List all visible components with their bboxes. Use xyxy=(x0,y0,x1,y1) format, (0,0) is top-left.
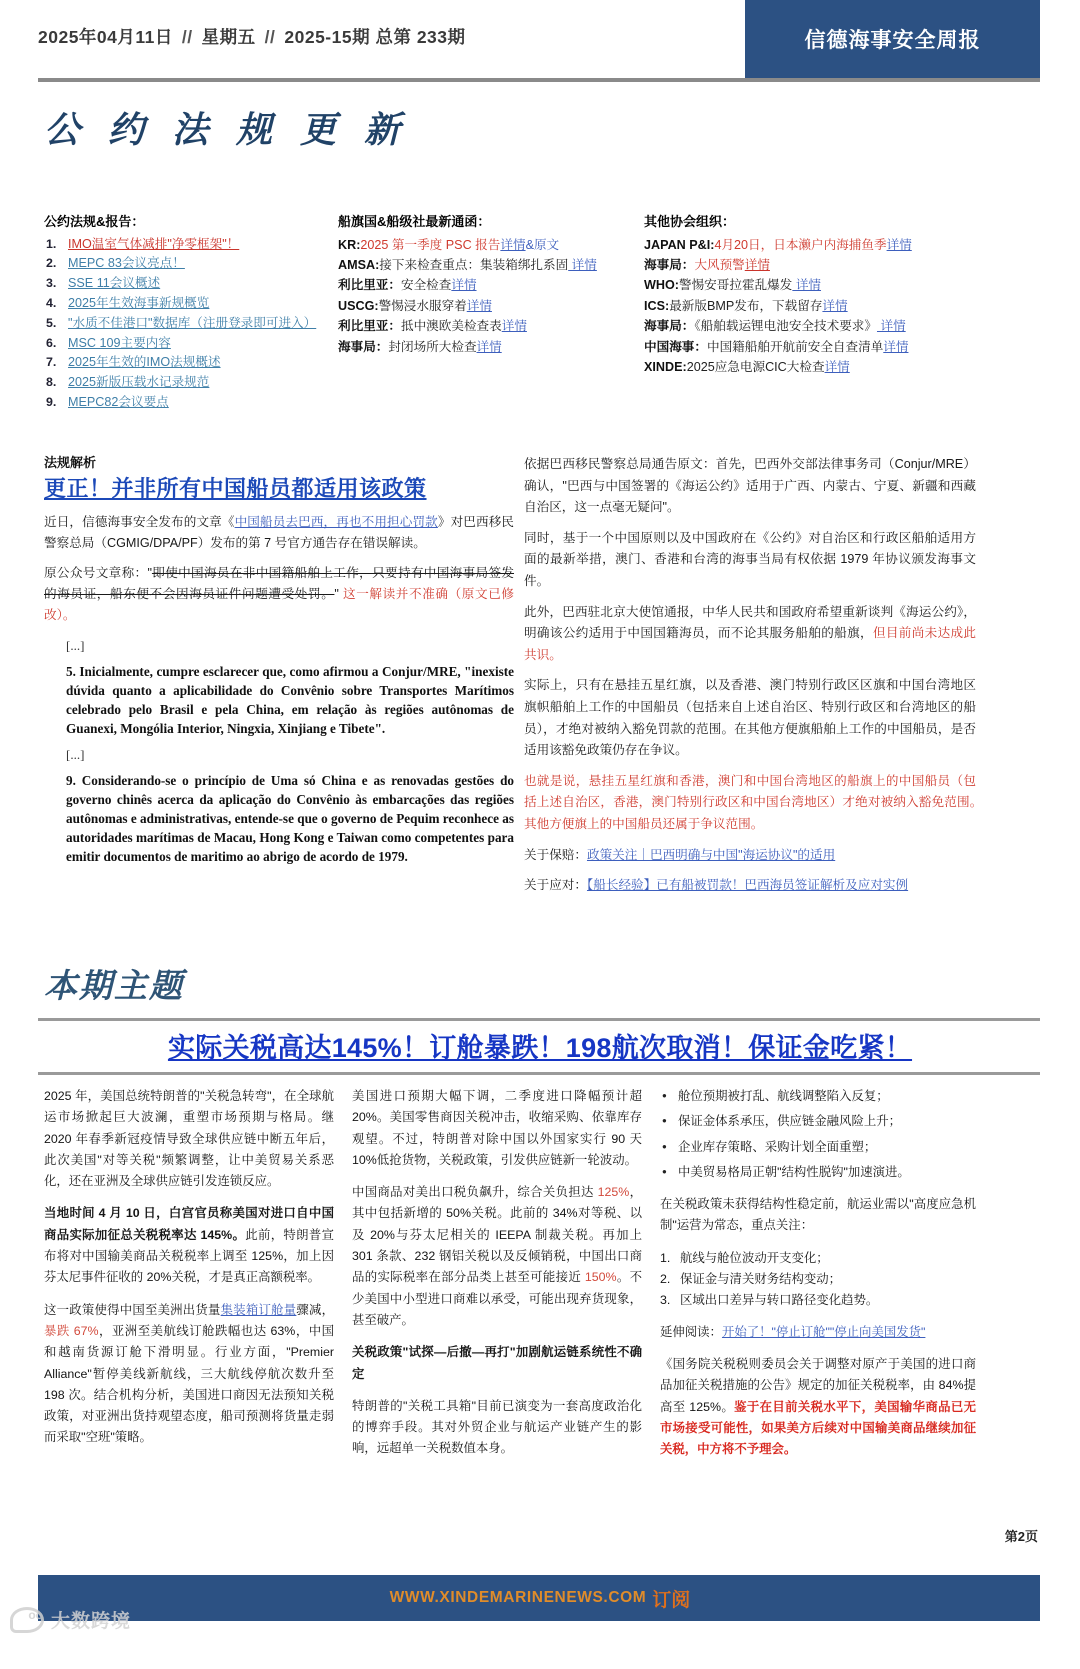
assoc-label-4: ICS: xyxy=(644,298,670,313)
analysis-para-2 xyxy=(44,563,514,626)
c2-p1 xyxy=(352,1086,642,1171)
c2-p1-mid: 抢货物， xyxy=(389,1152,439,1167)
assoc-row-4 xyxy=(644,296,974,316)
issue-date: 2025年04月11日 xyxy=(38,27,173,47)
flag-label-1: KR: xyxy=(338,237,361,252)
page-title: 公 约 法 规 更 新 xyxy=(44,109,410,150)
analysis-portuguese-2: 9. Considerando-se o princípio de Uma só China e as renovadas gestões do governo chinês acerca da aplicação do Convênio às embarcações das regiões autônomas e administrativas, entende-se que o governo de Pequim reconhece as autoridades marítimas de Macau, Hong Kong e Taiwan como competentes para emitir documentos de maritimo ao abrigo de acordo de 1979. xyxy=(66,773,514,864)
analysis-ellipsis-1: [...] xyxy=(66,638,85,653)
sep-2: // xyxy=(264,27,276,47)
c2-p2-red: 125% xyxy=(597,1185,630,1200)
masthead xyxy=(0,0,1080,78)
analysis-p2-a: 原公众号文章称：" xyxy=(44,566,152,580)
flag-detail-link-3[interactable]: 详情 xyxy=(451,278,477,293)
c1-p3-red: 暴跌 67% xyxy=(44,1323,99,1338)
c3-p2-link[interactable]: 开始了！"停止订舱""停止向美国发货" xyxy=(721,1324,926,1339)
c2-p2-red2: 150% xyxy=(584,1270,617,1285)
assoc-text-3: 警惕安哥拉霍乱爆发 xyxy=(678,278,793,293)
assoc-label-6: 中国海事： xyxy=(644,339,707,354)
c3-p3 xyxy=(660,1354,976,1461)
assoc-row-2 xyxy=(644,255,974,275)
flag-label-2: AMSA: xyxy=(338,258,380,272)
analysis-r6 xyxy=(524,845,976,867)
assoc-label-1: JAPAN P&I: xyxy=(644,237,715,252)
column-associations xyxy=(644,212,974,377)
analysis-r5-red: 也就是说，悬挂五星红旗和香港，澳门和中国台湾地区的船旗上的中国船员（包括上述自治区，香港，澳门特别行政区和中国台湾地区）才绝对被纳入豁免范围。 其他方便旗上的中国船员还属于争议范围。 xyxy=(524,773,989,831)
analysis-right-column xyxy=(524,454,989,906)
c1-p3-a: 这一政策使得中国至美洲出货量 xyxy=(44,1302,221,1317)
topic-column-2 xyxy=(352,1086,642,1471)
header-divider xyxy=(38,78,1040,82)
reg-link-4[interactable]: 2025年生效海事新规概览 xyxy=(68,295,210,310)
list-item: 航线与舱位波动开支变化； xyxy=(680,1250,829,1265)
assoc-label-2: 海事局： xyxy=(644,258,695,272)
assoc-label-5: 海事局： xyxy=(644,319,695,334)
c2-subhead: 关税政策"试探—后撤—再打"加剧航运链系统性不确定 xyxy=(352,1345,642,1381)
flagstate-row-1 xyxy=(338,235,638,255)
assoc-detail-link-1[interactable]: 详情 xyxy=(886,237,912,252)
c2-p2-b: ，其中包括新增的 50%关税。此前的 34%对等税、以及 20%与芬太尼相关的 IEEPA 制裁关税。再加上 301 条款、232 钢铝关税以及反倾销税，中国出口商品的实际税率在部分品类上甚至可能接近 xyxy=(352,1185,642,1285)
c1-p3-c: ，亚洲至美航线订舱跌幅也达 63%，中国和越南货源订舱下滑明显。行业方面，"Premier Alliance"暂停美线新航线，三大航线停航次数升至 198 次。结合机构分析，美国进口商因无法预知关税政策，对亚洲出货持观望态度，船司预测将货量走弱而采取"空班"策略。 xyxy=(44,1323,334,1445)
c3-p3-a: 《国务院关税税则委员会关于调整对原产于美国的进口商品加征关税措施的公告》规定的加征关税税率，由 84%提高至 125%。 xyxy=(660,1356,976,1414)
c3-p2 xyxy=(660,1322,976,1343)
analysis-para-1 xyxy=(44,512,514,554)
watermark-text: 大数跨境 xyxy=(51,1611,132,1632)
assoc-text-6: 中国籍船舶开航前安全自查清单 xyxy=(706,339,884,354)
brand-badge xyxy=(745,0,1040,78)
analysis-r4: 实际上，只有在悬挂五星红旗，以及香港、澳门特别行政区区旗和中国台湾地区旗帜船舶上工作的中国船员（包括来自上述自治区、特别行政区和台湾地区的船员），才绝对被纳入豁免罚款的范围。在其他方便旗船舶上工作的中国船员，是否适用该豁免政策仍存在争议。 xyxy=(524,678,976,758)
c1-p2-b: 此前，特朗普宣布将对中国输美商品关税税率上调至 125%，加上因芬太尼事件征收的 20%关税，才是真正高额税率。 xyxy=(44,1227,334,1285)
reg-link-9[interactable]: MEPC82会议要点 xyxy=(68,394,169,409)
reg-link-7[interactable]: 2025年生效的IMO法规概述 xyxy=(68,355,221,370)
reg-link-2[interactable]: MEPC 83会议亮点！ xyxy=(68,256,185,271)
list-item xyxy=(44,274,334,294)
analysis-r3-red: 但目前尚未达成此共识。 xyxy=(524,626,977,662)
impact-bullet-list xyxy=(660,1086,976,1183)
flag-label-3: 利比里亚： xyxy=(338,278,401,293)
list-item: ● 中美贸易格局正朝"结构性脱钩"加速演进。 xyxy=(660,1162,976,1183)
c3-p2-label: 延伸阅读： xyxy=(660,1324,722,1339)
c2-p1-b: 关税政策，引发供应链新一轮波动。 xyxy=(438,1152,638,1167)
analysis-p1-b: 》对巴西移民警察总局（CGMIG/DPA/PF）发布的第 7 号官方通告存在错误解读。 xyxy=(44,515,515,550)
flag-detail-link-5[interactable]: 详情 xyxy=(501,319,527,334)
list-item xyxy=(44,294,334,314)
analysis-portuguese-1: 5. Inicialmente, cumpre esclarecer que, como afirmou a Conjur/MRE, "inexiste dúvida quanto a aplicabilidade do Convênio sobre Transportes Marítimos celebrado pelo Brasil e pela China, em relação às regiões autônomas de Guanexi, Mongólia Interior, Ningxia, Xinjiang e Tibete". xyxy=(66,664,514,736)
analysis-r3 xyxy=(524,602,976,667)
flagstate-row-3 xyxy=(338,275,638,295)
list-item xyxy=(44,235,334,255)
headline-divider-bottom xyxy=(38,1072,1040,1075)
issue-number: 2025-15期 总第 233期 xyxy=(284,27,466,47)
issue-line xyxy=(38,24,466,49)
flagstate-row-6 xyxy=(338,337,638,357)
flagstate-row-5 xyxy=(338,316,638,336)
list-item xyxy=(44,373,334,393)
topic-column-3 xyxy=(660,1086,976,1472)
reg-link-6[interactable]: MSC 109主要内容 xyxy=(68,335,171,350)
analysis-p2-strike: 即使中国海员在非中国籍船舶上工作，只要持有中国海事局签发的海员证，船东便不会因海员证件问题遭受处罚。 xyxy=(44,566,514,601)
flag-detail-link-6[interactable]: 详情 xyxy=(476,339,502,354)
flag-text-3: 安全检查 xyxy=(400,278,452,293)
list-item: ● 企业库存策略、采购计划全面重塑； xyxy=(660,1137,976,1158)
list-item xyxy=(44,334,334,354)
assoc-text-4: 最新版BMP发布，下载留存 xyxy=(669,298,823,313)
c1-p3-link[interactable]: 集装箱订舱量 xyxy=(220,1302,297,1317)
reg-link-3[interactable]: SSE 11会议概述 xyxy=(68,276,161,291)
page-number: 第2页 xyxy=(1004,1529,1038,1544)
analysis-r6-link[interactable]: 政策关注｜巴西明确与中国"海运协议"的适用 xyxy=(586,847,836,862)
watermark xyxy=(10,1606,131,1633)
list-item xyxy=(44,393,334,413)
analysis-r6-label: 关于保赔： xyxy=(524,847,587,862)
list-item xyxy=(44,314,334,334)
c2-p2 xyxy=(352,1182,642,1331)
c2-p3: 特朗普的"关税工具箱"目前已演变为一套高度政治化的博弈手段。其对外贸企业与航运产业链产生的影响，远超单一关税数值本身。 xyxy=(352,1398,642,1456)
analysis-p1-link[interactable]: 中国船员去巴西，再也不用担心罚款 xyxy=(234,515,438,529)
analysis-r7-label: 关于应对： xyxy=(524,878,587,893)
column-associations-heading: 其他协会组织： xyxy=(644,214,736,229)
flag-detail-link-4[interactable]: 详情 xyxy=(466,298,492,313)
assoc-detail-link-7[interactable]: 详情 xyxy=(824,360,850,375)
column-flagstate xyxy=(338,212,638,357)
list-item: 区域出口差异与转口路径变化趋势。 xyxy=(680,1293,879,1308)
focus-numbered-list xyxy=(660,1248,976,1312)
c2-p1-a: 美国进口预期大幅下调，二季度进口降幅预计超 20%。美国零售商因关税冲击，收缩采购、依靠库存观望。不过，特朗普对除中国以外国家实行 90 天 10%低 xyxy=(352,1089,642,1167)
c1-p3 xyxy=(44,1300,334,1449)
c1-p3-b: 骤减， xyxy=(296,1302,335,1317)
regulation-link-list xyxy=(44,235,334,413)
analysis-p2-b: " xyxy=(334,587,343,601)
flag-text-6: 封闭场所大检查 xyxy=(388,339,477,354)
footer-website-url[interactable]: WWW.XINDEMARINENEWS.COM xyxy=(389,1589,647,1606)
topic-column-1 xyxy=(44,1086,334,1460)
issue-weekday: 星期五 xyxy=(201,27,256,47)
analysis-left-column xyxy=(44,512,514,872)
assoc-detail-link-5[interactable]: 详情 xyxy=(876,319,906,334)
brand-title: 信德海事安全周报 xyxy=(804,29,981,52)
column-flagstate-heading: 船旗国&船级社最新通函： xyxy=(338,214,491,229)
c1-p2-a: 当地时间 4 月 10 日，白宫官员称美国对进口自中国商品实际加征总关税税率达 145%。 xyxy=(44,1206,334,1242)
assoc-text-5: 《船舶载运锂电池安全技术要求》 xyxy=(694,319,877,334)
flag-text-5: 抵中澳欧美检查表 xyxy=(400,319,502,334)
analysis-p2-red: 这一解读并不准确（原文已修改）。 xyxy=(44,587,514,622)
assoc-row-1 xyxy=(644,235,974,255)
list-item xyxy=(44,353,334,373)
subscribe-label[interactable]: 订阅 xyxy=(652,1589,691,1611)
watermark-logo-icon xyxy=(10,1607,44,1633)
assoc-row-6 xyxy=(644,337,974,357)
assoc-detail-link-4[interactable]: 详情 xyxy=(822,298,848,313)
assoc-detail-link-2[interactable]: 详情 xyxy=(744,258,770,272)
reg-link-5[interactable]: "水质不佳港口"数据库（注册登录即可进入） xyxy=(68,315,317,330)
flag-label-4: USCG: xyxy=(338,298,379,313)
flag-text-2: 接下来检查重点：集装箱绑扎系固 xyxy=(379,258,569,272)
analysis-r7-link[interactable]: 【船长经验】已有船被罚款！巴西海员签证解析及应对实例 xyxy=(586,878,909,893)
assoc-row-3 xyxy=(644,275,974,295)
assoc-row-5 xyxy=(644,316,974,336)
reg-link-8[interactable]: 2025新版压载水记录规范 xyxy=(68,375,210,390)
c2-p2-a: 中国商品对美出口税负飙升，综合关负担达 xyxy=(352,1185,598,1200)
reg-link-1[interactable]: IMO温室气体减排"净零框架"！ xyxy=(68,236,240,251)
assoc-detail-link-3[interactable]: 详情 xyxy=(792,278,822,293)
flag-label-6: 海事局： xyxy=(338,339,389,354)
list-item: 保证金与清关财务结构变动； xyxy=(680,1272,842,1287)
column-regulations-heading: 公约法规&报告： xyxy=(44,214,145,229)
assoc-text-7: 2025应急电源CIC大检查 xyxy=(686,360,825,375)
c3-p3-red: 鉴于在目前关税水平下，美国输华商品已无市场接受可能性，如果美方后续对中国输美商品继续加征关税，中方将不予理会。 xyxy=(660,1399,976,1457)
c1-p1: 2025 年，美国总统特朗普的"关税急转弯"，在全球航运市场掀起巨大波澜，重塑市场预期与格局。继 2020 年春季新冠疫情导致全球供应链中断五年后，此次美国"对等关税"频繁调整，让中美贸易关系恶化，还在亚洲及全球供应链引发连锁反应。 xyxy=(44,1089,334,1189)
flag-text-4: 警惕浸水服穿着 xyxy=(378,298,467,313)
headline-divider-top xyxy=(38,1018,1040,1021)
list-item: ● 舱位预期被打乱、航线调整陷入反复； xyxy=(660,1086,976,1107)
flag-tail-1: &原文 xyxy=(525,237,560,252)
flag-detail-link-2[interactable]: 详情 xyxy=(568,258,597,272)
analysis-title-link[interactable]: 更正！并非所有中国船员都适用该政策 xyxy=(44,476,427,501)
list-item xyxy=(44,254,334,274)
analysis-kicker: 法规解析 xyxy=(44,455,97,470)
analysis-r3-a: 此外，巴西驻北京大使馆通报，中华人民共和国政府希望重新谈判《海运公约》，明确该公约适用于中国国籍海员，而不论其服务船舶的船旗， xyxy=(524,604,976,641)
topic-headline: 实际关税高达145%！订舱暴跌！198航次取消！保证金吃紧！ xyxy=(167,1033,913,1063)
analysis-r2: 同时，基于一个中国原则以及中国政府在《公约》对自治区和行政区船舶适用方面的最新举措，澳门、香港和台湾的海事当局有权依据 1979 年协议颁发海事文件。 xyxy=(524,530,976,588)
list-item: ● 保证金体系承压，供应链金融风险上升； xyxy=(660,1111,976,1132)
analysis-ellipsis-2: [...] xyxy=(66,747,85,762)
analysis-r1: 依据巴西移民警察总局通告原文：首先，巴西外交部法律事务司（Conjur/MRE）确认，"巴西与中国签署的《海运公约》适用于广西、内蒙古、宁夏、新疆和西藏自治区，这一点毫无疑问"。 xyxy=(524,457,976,515)
assoc-label-7: XINDE: xyxy=(644,360,687,375)
assoc-label-3: WHO: xyxy=(644,278,679,293)
flag-label-5: 利比里亚： xyxy=(338,319,401,334)
flag-detail-link-1[interactable]: 详情 xyxy=(500,237,526,252)
column-regulations xyxy=(44,212,334,413)
analysis-r7 xyxy=(524,875,976,897)
footer-content xyxy=(0,1575,1080,1621)
sep-1: // xyxy=(181,27,193,47)
flag-text-1: 2025 第一季度 PSC 报告 xyxy=(360,237,501,252)
topic-section-title: 本期主题 xyxy=(44,967,184,1004)
assoc-text-2: 大风预警 xyxy=(694,258,745,272)
c2-p2-c: 。不少美国中小型进口商难以承受，可能出现弃货现象，甚至破产。 xyxy=(352,1270,642,1327)
assoc-text-1: 4月20日，日本濑户内海捕鱼季 xyxy=(714,237,887,252)
assoc-row-7 xyxy=(644,357,974,377)
assoc-detail-link-6[interactable]: 详情 xyxy=(883,339,909,354)
c1-p2 xyxy=(44,1203,334,1288)
c3-p1: 在关税政策未获得结构性稳定前，航运业需以"高度应急机制"运营为常态，重点关注： xyxy=(660,1197,976,1233)
flagstate-row-2 xyxy=(338,255,638,275)
analysis-p1-a: 近日，信德海事安全发布的文章《 xyxy=(44,515,235,529)
flagstate-row-4 xyxy=(338,296,638,316)
